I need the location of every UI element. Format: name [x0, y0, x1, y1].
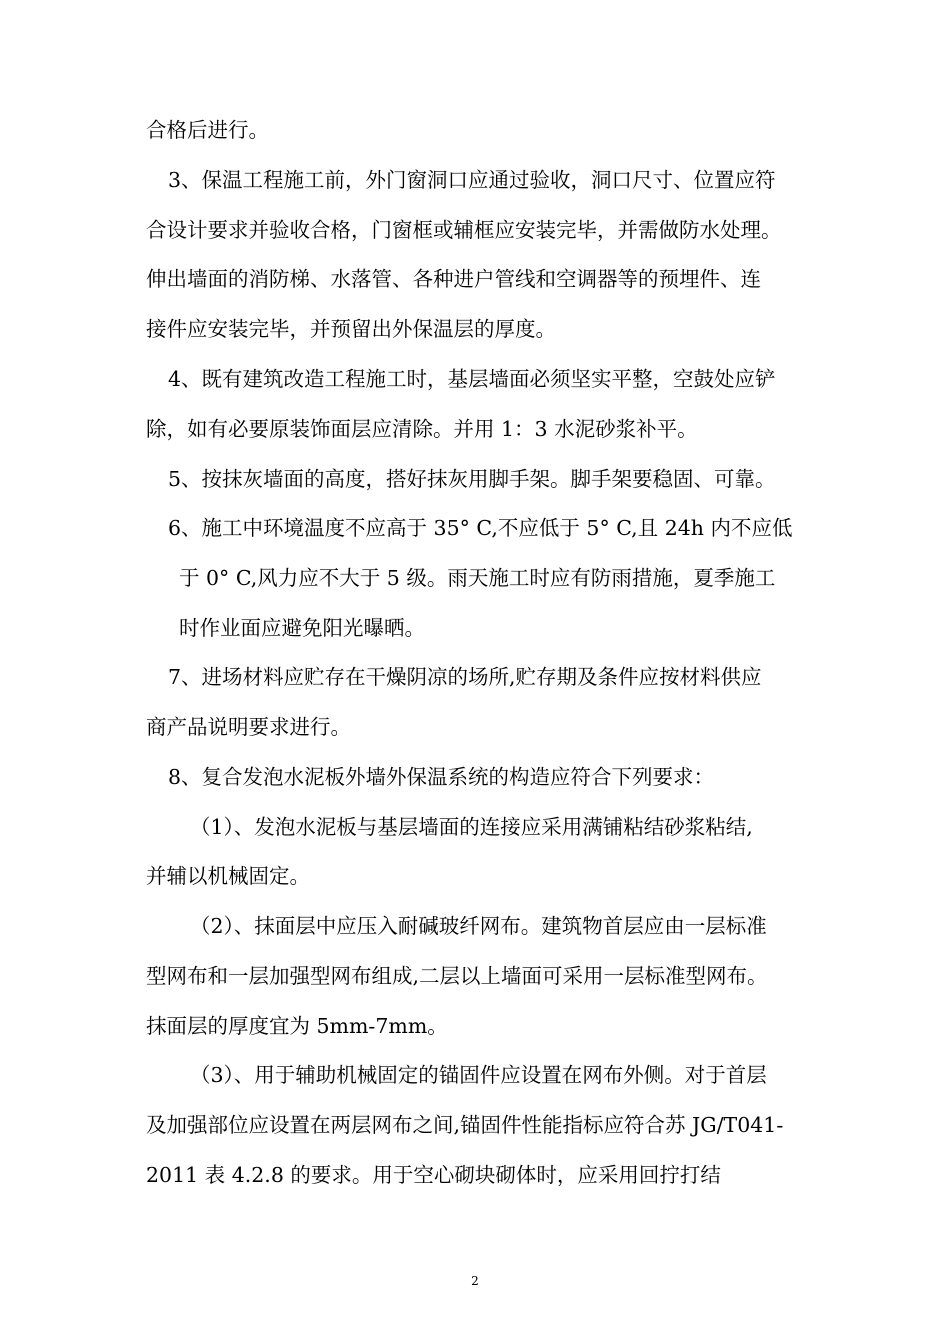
text-line: 3、保温工程施工前，外门窗洞口应通过验收，洞口尺寸、位置应符	[168, 168, 776, 192]
text-line: （2）、抹面层中应压入耐碱玻纤网布。建筑物首层应由一层标准	[190, 914, 767, 938]
text-line: 4、既有建筑改造工程施工时，基层墙面必须坚实平整，空鼓处应铲	[168, 367, 776, 391]
text-line: 抹面层的厚度宜为 5mm-7mm。	[146, 1014, 448, 1038]
text-line: 2011 表 4.2.8 的要求。用于空心砌块砌体时，应采用回拧打结	[146, 1163, 721, 1187]
text-line: 时作业面应避免阳光曝晒。	[179, 616, 425, 640]
text-line: 合设计要求并验收合格，门窗框或辅框应安装完毕，并需做防水处理。	[146, 218, 782, 242]
text-line: 接件应安装完毕，并预留出外保温层的厚度。	[146, 317, 556, 341]
text-line: 6、施工中环境温度不应高于 35° C,不应低于 5° C,且 24h 内不应低	[168, 516, 793, 540]
text-line: 并辅以机械固定。	[146, 864, 310, 888]
text-line: 伸出墙面的消防梯、水落管、各种进户管线和空调器等的预埋件、连	[146, 267, 761, 291]
text-line: （3）、用于辅助机械固定的锚固件应设置在网布外侧。对于首层	[190, 1063, 767, 1087]
text-line: 型网布和一层加强型网布组成,二层以上墙面可采用一层标准型网布。	[146, 964, 768, 988]
text-line: 及加强部位应设置在两层网布之间,锚固件性能指标应符合苏 JG/T041-	[146, 1113, 784, 1137]
text-line: 商产品说明要求进行。	[146, 715, 351, 739]
text-line: 8、复合发泡水泥板外墙外保温系统的构造应符合下列要求：	[168, 765, 715, 789]
text-line: 5、按抹灰墙面的高度，搭好抹灰用脚手架。脚手架要稳固、可靠。	[168, 467, 776, 491]
text-line: 合格后进行。	[146, 118, 269, 142]
text-line: 7、进场材料应贮存在干燥阴凉的场所,贮存期及条件应按材料供应	[168, 665, 762, 689]
text-line: 除，如有必要原装饰面层应清除。并用 1：3 水泥砂浆补平。	[146, 417, 698, 441]
text-line: 于 0° C,风力应不大于 5 级。雨天施工时应有防雨措施，夏季施工	[179, 566, 776, 590]
text-line: （1）、发泡水泥板与基层墙面的连接应采用满铺粘结砂浆粘结,	[190, 815, 753, 839]
page-number: 2	[471, 1274, 479, 1288]
